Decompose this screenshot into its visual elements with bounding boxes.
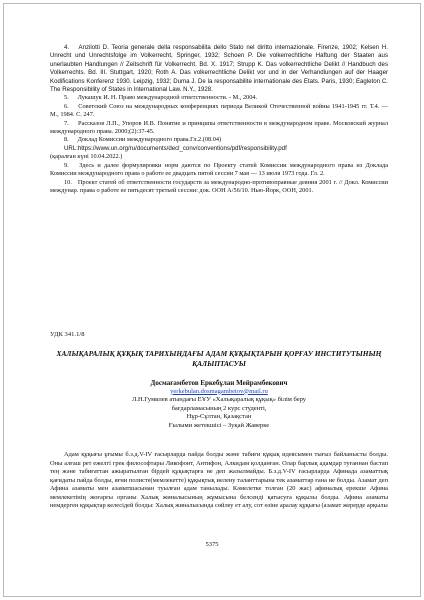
author-city: Нұр-Сұлтан, Қазақстан (186, 413, 252, 421)
reference-text: Проект статей об ответственности государств за международно-противоправные деяния 2001 г. // Докл. Комиссии междунар. права о работе ее пятьдесят третьей сессии: док. ООН A/56/10. Нью-Йорк, ООН, 2001. (50, 178, 388, 194)
reference-text: Рассказов Л.П., Упоров И.В. Понятие и принципы ответственности в международном праве. Московский журнал международного права. 2000;(2):37-45. (50, 119, 388, 136)
author-email-link[interactable]: yerkebulan.dosmagambetov@mail.ru (170, 387, 268, 395)
author-affiliation-program: бағдарламасының 2 курс студенті, (171, 404, 267, 412)
udc-code: УДК 341.1/8 (50, 331, 85, 338)
reference-number: 8. (64, 136, 69, 144)
author-name: Досмағамбетов Еркебұлан Мейрамбекович (150, 379, 288, 387)
reference-number: 5. (64, 94, 69, 102)
reference-number: 10. (64, 178, 72, 186)
reference-item (50, 44, 388, 94)
author-affiliation: Л.Н.Гумилев атындағы ЕҰУ «Халықаралық құқық» білім беру (131, 396, 307, 404)
scientific-supervisor: Ғылыми жетекшісі – Зуқай Жаверке (168, 421, 270, 429)
access-date-note: (қаралған күні 10.04.2022.) (50, 153, 123, 161)
document-page (3, 3, 421, 597)
reference-url: URL:https://www.un.org/ru/documents/decl_conv/conventions/pdf/responsibility.pdf (64, 144, 287, 152)
reference-text: Лукашук И. Н. Право международной ответственности. - М., 2004. (77, 94, 258, 102)
page-number: 5375 (205, 541, 219, 548)
reference-number: 4. (64, 44, 70, 51)
reference-text: Доклад Комиссии международного права.Гл.2.(08.04) (77, 136, 222, 144)
reference-item (50, 94, 388, 102)
references-list (50, 44, 388, 195)
article-title: ХАЛЫҚАРАЛЫҚ ҚҰҚЫҚ ТАРИХЫНДАҒЫ АДАМ ҚҰҚЫҚТАРЫН ҚОРҒАУ ИНСТИТУТЫНЫҢ ҚАЛЫПТАСУЫ (56, 349, 382, 368)
reference-number: 6. (64, 102, 69, 110)
reference-item (50, 162, 388, 179)
reference-item (50, 179, 388, 196)
reference-number: 9. (64, 161, 69, 169)
reference-text: Здесь и далее формулировки норм даются по Проекту статей Комиссии международного права из Доклада Комиссии международного права о работе ее двадцать пятой сессии 7 мая — 13 июля 1973 года. Гл. 2. (50, 161, 389, 178)
reference-item (50, 103, 388, 120)
reference-text: Советский Союз на международных конференциях периода Великой Отечественной войны 1941-1945 гг. Т.4. — М., 1984. С. 247. (50, 102, 388, 119)
reference-item (50, 136, 388, 144)
reference-number: 7. (64, 119, 69, 127)
reference-item (50, 120, 388, 137)
author-block (50, 379, 388, 431)
article-body-paragraph: Адам құқығы ұғымы б.з.д.V-IV ғасырларда пайда болды және табиғи құқық идеясымен тығыз байланысты болды. Оны алғаш рет ежелгі грек философтары Ликофонт, Антифон, Алкидам қолданған. Олар барлық адамдар туғаннан бастап тең және табиғаттан ажыратылған бірдей құқықтарға не деп жазылмайды. Б.з.д.V-IV ғасырларда Афинада азаматтық қағидаты пайда болды, яғни полисте(мемлекетте) құқықтық иелену таланттарына тек азаматтар ғана ие болды. Азамат деп Афина азаматы мен азаматшасынан туылған адам танылады. Кәмелетке толған (20 жас) афиналық ерекше Афина мемлекетінің жоғарғы органы Халық жиналысының жұмысына белсенді қатысуға құқылы болды. Афина азаматы немдерген құқықтар келесідей болды: Халық жиналысында сөйлеу ет алу, сот өзіне аралау құқығы (азамат жерерде арқылы (50, 451, 388, 509)
reference-text: Anzilotti D. Teoria generale della responsabilita dello Stato nel diritto internazionale. Firenze, 1902; Kelsen H. Unrecht und Unrechtsfolge im Volkerrecht, Springer, 1932; Schoen P. Die volkerrechtliche Haftung der Staaten aus unerlaubten Handlungen // Zeitschrift für Volkerrecht. Bd. X. 1917; Strupp K. Das volkerrechtliche Delikt // Handbuch des Volkerrechts. Bd. III. Stuttgart, 1920; Roth A. Das volkerrechtliche Delikt vor und in der Verhandlungen auf der Haager Kodifications Konferenz 1930. Leipzig, 1932; Duma J. De la responsabilite internationale des Etats. Paris, 1930; Eagleton C. The Responsibility of States in International Law. N.Y., 1928. (50, 44, 388, 94)
